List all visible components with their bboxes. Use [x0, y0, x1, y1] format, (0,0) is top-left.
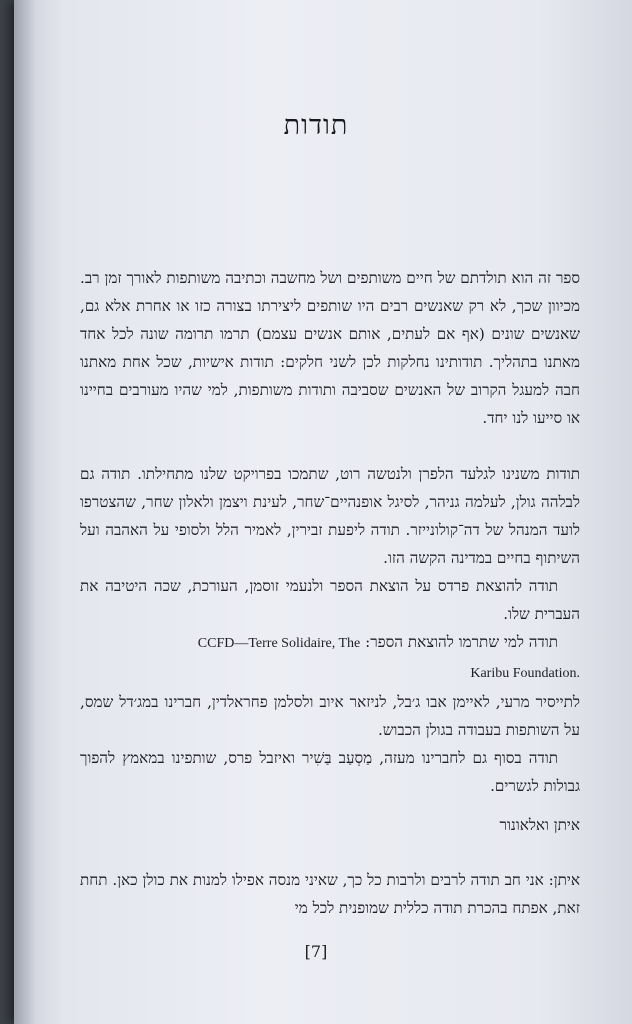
page-gutter-shadow: [14, 0, 36, 1024]
signature: איתן ואלאונור: [499, 816, 580, 834]
page-number: [7]: [304, 942, 328, 961]
acknowledgments-joint: [80, 460, 580, 800]
donors-english-2-line: [80, 658, 580, 688]
paragraph-donors: [80, 628, 580, 658]
page-title: תודות: [283, 110, 349, 141]
donors-hebrew: תודה למי שתרמו להוצאת הספר:: [365, 633, 558, 651]
donors-english-1: CCFD—Terre Solidaire, The: [197, 636, 361, 651]
donors-english-2: Karibu Foundation.: [470, 666, 580, 681]
acknowledgments-personal: [80, 866, 580, 922]
paragraph-joint-thanks: תודות משנינו לגלעד הלפרן ולנטשה רוט, שתמכו בפרויקט שלנו מתחילתו. תודה גם לבלהה גולן, לעלמה גניהר, לסיגל אופנהיים־שחר, לעינת ויצמן ולאלון שחר, שהצטרפו לועד המנהל של דה־קולונייזר. תודה ליפעת זבירין, לאמיר הלל ולסופי על האהבה ועל השיתוף בחיים במדינה הקשה הזו.: [80, 465, 580, 567]
paragraph-golan-thanks: לתייסיר מרעי, לאיימן אבו ג׳בל, לניזאר איוב ולסלמן פחראלדין, חברינו במג׳דל שמס, על השותפות בעבודה בגולן הכבוש.: [80, 693, 580, 739]
paragraph-personal-eitan: איתן: אני חב תודה לרבים ולרבות כל כך, שאיני מנסה אפילו למנות את כולן כאן. תחת זאת, אפתח בהכרת תודה כללית שמופנית לכל מי: [80, 871, 580, 917]
acknowledgments-intro: [80, 264, 580, 432]
paragraph-publisher-thanks: תודה להוצאת פרדס על הוצאת הספר ולנעמי זוסמן, העורכת, שכה היטיבה את העברית שלו.: [80, 577, 580, 623]
paragraph-gaza-thanks: תודה בסוף גם לחברינו מעזה, מַסְעַב בַּשִׁיר ואיזבל פרס, שותפינו במאמץ להפוך גבולות לגשרים.: [80, 749, 580, 795]
paragraph-intro: ספר זה הוא תולדתם של חיים משותפים ושל מחשבה וכתיבה משותפות לאורך זמן רב. מכיוון שכך, לא רק שאנשים רבים היו שותפים ליצירתו בצורה כזו או אחרת אלא גם, שאנשים שונים (אף אם לעתים, אותם אנשים עצמם) תרמו תרומה שונה לכל אחד מאתנו בתהליך. תודותינו נחלקות לכן לשני חלקים: תודות אישיות, שכל אחת מאתנו חבה למעגל הקרוב של האנשים שסביבה ותודות משותפות, למי שהיו מעורבים בחיינו או סייעו לנו יחד.: [80, 269, 580, 427]
